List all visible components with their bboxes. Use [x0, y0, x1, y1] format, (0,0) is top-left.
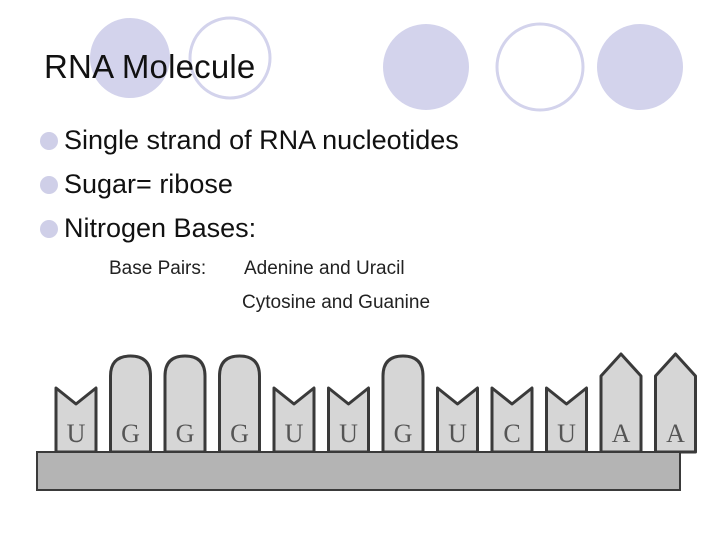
bullet-icon: [40, 220, 58, 238]
base-letter: U: [557, 419, 576, 448]
base-letter: A: [666, 419, 685, 448]
base-pairs-label: Base Pairs:: [109, 258, 207, 279]
bullet-text: Nitrogen Bases:: [64, 213, 257, 243]
sugar-phosphate-backbone: [37, 452, 680, 490]
slide-title: RNA Molecule: [44, 48, 256, 85]
base-pair-2: Cytosine and Guanine: [242, 292, 431, 313]
bullet-icon: [40, 132, 58, 150]
rna-strand-diagram: [0, 340, 720, 500]
bullet-item: [40, 208, 459, 252]
base-group: [56, 354, 696, 452]
base-letter: G: [175, 419, 195, 448]
base-letter: U: [448, 419, 467, 448]
bullet-text: Sugar= ribose: [64, 169, 233, 199]
base-letter: C: [503, 419, 521, 448]
deco-circle-5: [597, 24, 683, 110]
bullet-list: [40, 120, 459, 252]
bullet-icon: [40, 176, 58, 194]
deco-circle-4: [497, 24, 583, 110]
base-letter: G: [393, 419, 413, 448]
base-letter: G: [230, 419, 249, 448]
bullet-item: [40, 164, 459, 208]
base-letter: A: [611, 419, 631, 448]
bullet-item: [40, 120, 459, 164]
base-letter: U: [284, 419, 304, 448]
base-letter: U: [339, 419, 358, 448]
bullet-text: Single strand of RNA nucleotides: [64, 125, 459, 155]
base-pair-1: Adenine and Uracil: [244, 258, 405, 279]
base-letter: G: [121, 419, 140, 448]
deco-circle-3: [383, 24, 469, 110]
base-letter: U: [66, 419, 86, 448]
